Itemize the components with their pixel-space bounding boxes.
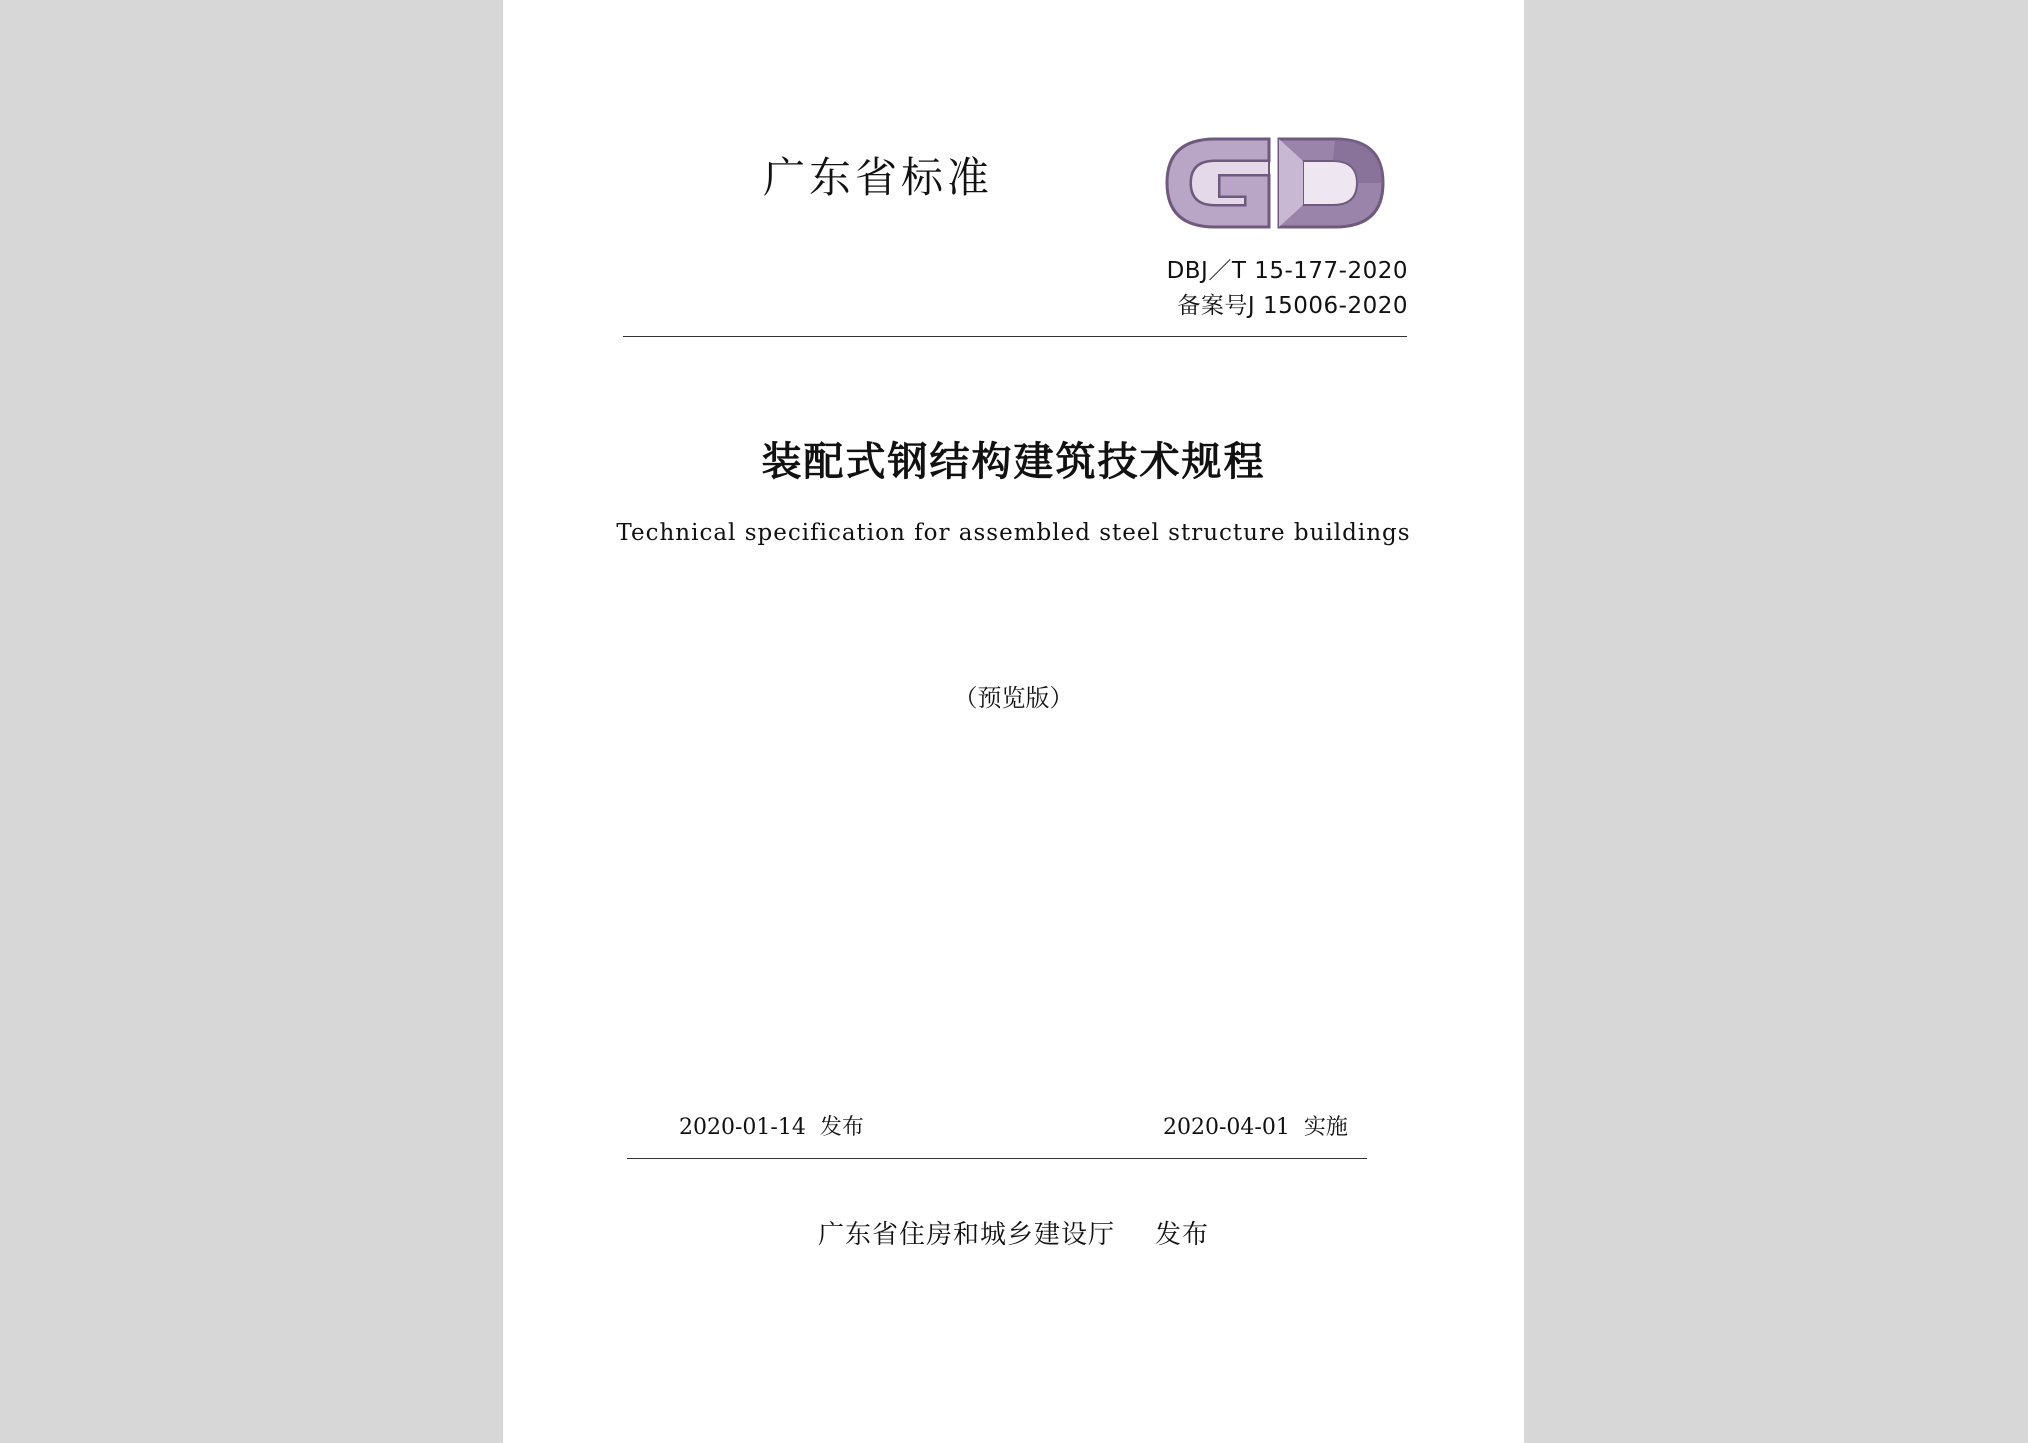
standard-type-label: 广东省标准 [763, 153, 994, 202]
issuer-name: 广东省住房和城乡建设厅 [817, 1220, 1115, 1250]
implementation-date-block [1163, 1110, 1348, 1141]
record-number: 备案号J 15006-2020 [1177, 293, 1408, 319]
standard-code: DBJ／T 15-177-2020 [1166, 258, 1408, 284]
title-english: Technical specification for assembled steel structure buildings [616, 520, 1411, 546]
implementation-label: 实施 [1303, 1115, 1348, 1140]
issuer-label: 发布 [1155, 1220, 1210, 1250]
gd-logo-icon [1157, 125, 1393, 241]
bottom-divider [627, 1158, 1367, 1159]
standard-code-block [1167, 254, 1408, 324]
document-page [503, 0, 1524, 1443]
implementation-date: 2020-04-01 [1163, 1115, 1290, 1140]
title-chinese: 装配式钢结构建筑技术规程 [761, 439, 1266, 485]
issue-date-block [679, 1110, 864, 1141]
issue-date: 2020-01-14 [679, 1115, 806, 1140]
top-divider [623, 336, 1407, 337]
issue-label: 发布 [819, 1115, 864, 1140]
edition-label: （预览版） [953, 684, 1074, 712]
issuer-block [503, 1214, 1524, 1251]
